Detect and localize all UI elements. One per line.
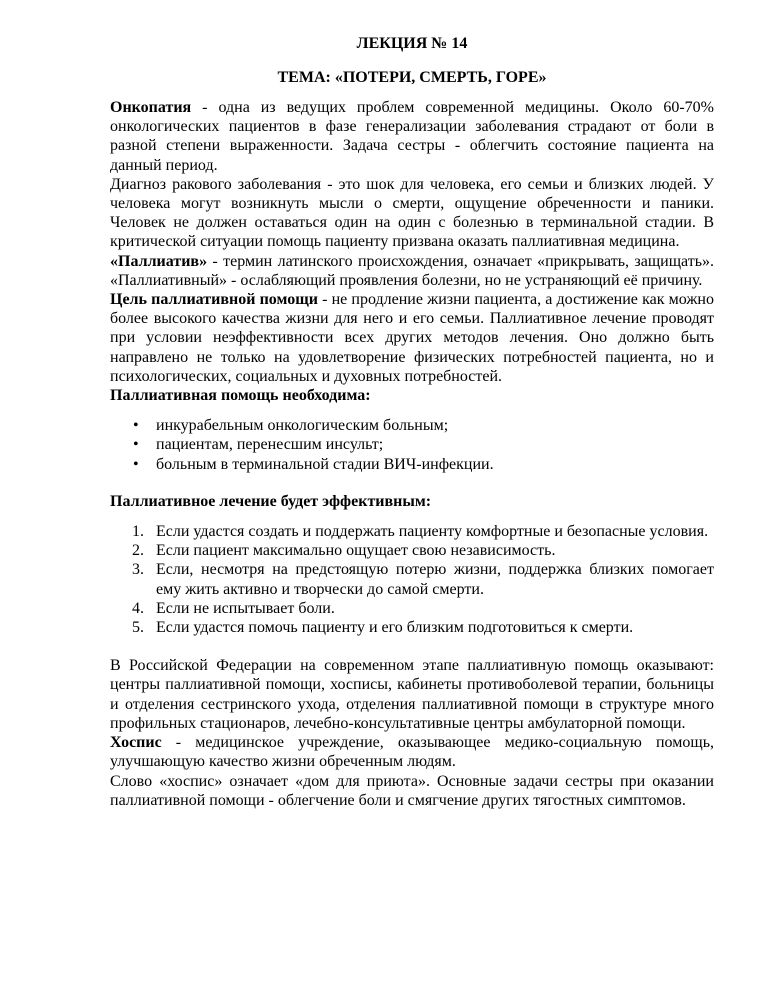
- list-item: [110, 522, 714, 541]
- list-item: [110, 541, 714, 560]
- list-item-text: Если удастся помочь пациенту и его близким подготовиться к смерти.: [156, 619, 634, 637]
- list-number: 1.: [132, 523, 144, 541]
- term-oncopathy: Онкопатия: [110, 99, 192, 116]
- paragraph-palliative-goal: [110, 290, 714, 386]
- paragraph-oncopathy: [110, 98, 714, 175]
- list-number: 2.: [132, 542, 144, 560]
- paragraph-palliative-term: [110, 252, 714, 290]
- paragraph-russian-federation: В Российской Федерации на современном этапе паллиативную помощь оказывают: центры паллиативной помощи, хосписы, кабинеты противоболевой терапии, больницы и отделения сестринского ухода, отделения паллиативной помощи в структуре много профильных стационаров, лечебно-консультативные центры амбулаторной помощи.: [110, 657, 714, 732]
- term-palliative-goal: Цель паллиативной помощи: [110, 291, 318, 309]
- list-item: [110, 435, 714, 454]
- paragraph-hospice-text: - медицинское учреждение, оказывающее медико-социальную помощь, улучшающую качество жизни обреченным людям.: [110, 734, 714, 771]
- list-number: 5.: [132, 619, 144, 637]
- paragraph-diagnosis: Диагноз ракового заболевания - это шок для человека, его семьи и близких людей. У человека могут возникнуть мысли о смерти, ощущение обреченности и паники. Человек не должен оставаться один на один с болезнью в терминальной стадии. В критической ситуации помощь пациенту призвана оказать паллиативная медицина.: [110, 175, 714, 251]
- numbered-list: [110, 522, 714, 637]
- term-hospice: Хоспис: [110, 734, 162, 752]
- lecture-title: ЛЕКЦИЯ № 14: [356, 35, 468, 52]
- list-item: [110, 560, 714, 598]
- list-item-text: Если пациент максимально ощущает свою независимость.: [156, 542, 556, 560]
- paragraph-palliative-goal-text: - не продление жизни пациента, а достижение как можно более высокого качества жизни для него и его семьи. Паллиативное лечение проводят при условии неэффективности всех других методов лечения. Оно должно быть направлено не только на удовлетворение физических потребностей пациента, но и психологических, социальных и духовных потребностей.: [110, 291, 714, 385]
- list-item: [110, 618, 714, 637]
- list-item-text: инкурабельным онкологическим больным;: [156, 417, 449, 435]
- list-item: [110, 455, 714, 474]
- bullet-icon: •: [133, 417, 139, 435]
- topic-title: ТЕМА: «ПОТЕРИ, СМЕРТЬ, ГОРЕ»: [277, 69, 547, 86]
- paragraph-palliative-term-text: - термин латинского происхождения, означает «прикрывать, защищать». «Паллиативный» - ослабляющий проявления болезни, но не устраняющий её причину.: [110, 252, 714, 289]
- bullet-icon: •: [133, 455, 139, 473]
- term-palliative: «Паллиатив»: [110, 252, 208, 270]
- list-item-text: Если удастся создать и поддержать пациенту комфортные и безопасные условия.: [156, 523, 709, 541]
- list-item-text: Если не испытывает боли.: [156, 599, 335, 617]
- heading-treatment-effective: Паллиативное лечение будет эффективным:: [110, 492, 432, 510]
- paragraph-oncopathy-text: - одна из ведущих проблем современной медицины. Около 60-70% онкологических пациентов в фазе генерализации заболевания страдают от боли в разной степени выраженности. Задача сестры - облегчить состояние пациента на данный период.: [110, 99, 714, 174]
- list-item-text: пациентам, перенесшим инсульт;: [156, 436, 384, 454]
- list-item: [110, 416, 714, 435]
- list-item: [110, 599, 714, 618]
- document-page: [110, 32, 714, 810]
- list-number: 3.: [132, 561, 144, 579]
- bullet-icon: •: [133, 436, 139, 454]
- list-item-text: больным в терминальной стадии ВИЧ-инфекции.: [156, 455, 494, 473]
- bullet-list: [110, 416, 714, 474]
- paragraph-hospice-word: Слово «хоспис» означает «дом для приюта». Основные задачи сестры при оказании паллиативной помощи - облегчение боли и смягчение других тягостных симптомов.: [110, 772, 714, 809]
- paragraph-hospice: [110, 733, 714, 771]
- list-item-text: Если, несмотря на предстоящую потерю жизни, поддержка близких помогает ему жить активно и творчески до самой смерти.: [156, 561, 714, 598]
- list-number: 4.: [132, 599, 144, 617]
- heading-care-needed: Паллиативная помощь необходима:: [110, 387, 371, 405]
